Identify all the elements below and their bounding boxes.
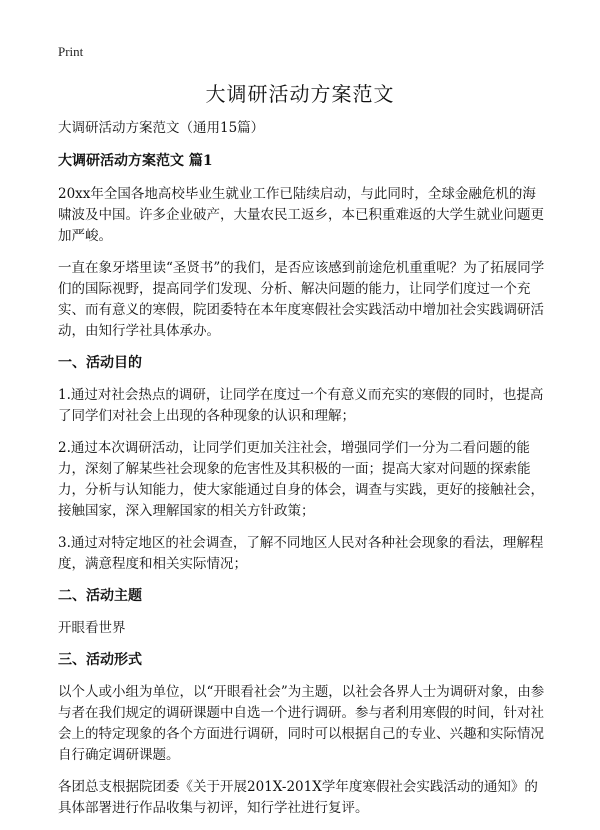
theme-text: 开眼看世界 — [58, 620, 126, 636]
format-paragraph-1: 以个人或小组为单位，以“开眼看社会”为主题，以社会各界人士为调研对象，由参与者在我们规定的调研课题中自选一个进行调研。参与者利用寒假的时间，针对社会上的特定现象的各个方面进行调研，同时可以根据自己的专业、兴趣和实际情况自行确定调研课题。 — [58, 684, 545, 763]
intro-paragraph-2: 一直在象牙塔里读“圣贤书”的我们，是否应该感到前途危机重重呢？为了拓展同学们的国际视野，提高同学们发现、分析、解决问题的能力，让同学们度过一个充实、而有意义的寒假，院团委特在本年度寒假社会实践活动中增加社会实践调研活动，由知行学社具体承办。 — [58, 260, 545, 339]
part-title: 大调研活动方案范文 篇1 — [58, 153, 213, 169]
section-heading-purpose: 一、活动目的 — [58, 355, 142, 371]
section-heading-format: 三、活动形式 — [58, 652, 142, 668]
document-body — [58, 118, 548, 830]
print-link[interactable]: Print — [58, 44, 84, 59]
document-subtitle: 大调研活动方案范文（通用15篇） — [58, 120, 265, 136]
purpose-item-3: 3.通过对特定地区的社会调查，了解不同地区人民对各种社会现象的看法，理解程度，满意程度和相关实际情况； — [58, 535, 544, 572]
section-heading-theme: 二、活动主题 — [58, 588, 142, 604]
format-paragraph-2: 各团总支根据院团委《关于开展201X-201X学年度寒假社会实践活动的通知》的具体部署进行作品收集与初评，知行学社进行复评。 — [58, 779, 538, 816]
purpose-item-1: 1.通过对社会热点的调研，让同学在度过一个有意义而充实的寒假的同时，也提高了同学们对社会上出现的各种现象的认识和理解； — [58, 387, 544, 424]
intro-paragraph-1: 20xx年全国各地高校毕业生就业工作已陆续启动，与此同时，全球金融危机的海啸波及中国。许多企业破产，大量农民工返乡，本已积重难返的大学生就业问题更加严峻。 — [58, 186, 544, 244]
purpose-item-2: 2.通过本次调研活动，让同学们更加关注社会，增强同学们一分为二看问题的能力，深刻了解某些社会现象的危害性及其积极的一面；提高大家对问题的探索能力，分析与认知能力，使大家能通过自身的体会，调查与实践，更好的接触社会，接触国家，深入理解国家的相关方针政策； — [58, 440, 544, 519]
page-title: 大调研活动方案范文 — [205, 82, 395, 106]
